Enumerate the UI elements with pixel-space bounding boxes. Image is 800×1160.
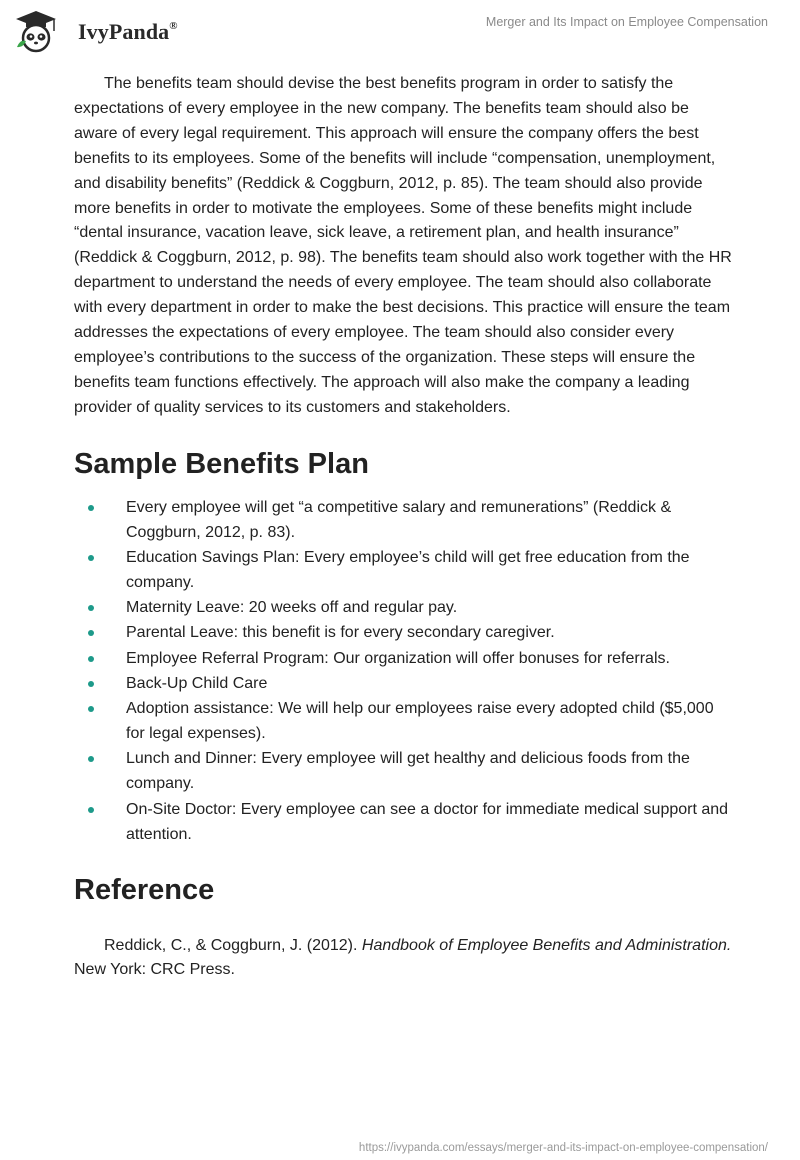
bullet-icon [88,555,94,561]
bullet-icon [88,630,94,636]
bullet-icon [88,756,94,762]
benefits-list [74,496,734,848]
bullet-icon [88,605,94,611]
footer-url[interactable]: https://ivypanda.com/essays/merger-and-its-impact-on-employee-compensation/ [358,1142,768,1154]
list-item: On-Site Doctor: Every employee can see a doctor for immediate medical support and attention. [74,798,734,848]
reference-authors: Reddick, C., & Coggburn, J. (2012). [104,936,358,954]
list-item: Parental Leave: this benefit is for every secondary caregiver. [74,621,734,646]
list-item: Back-Up Child Care [74,672,734,697]
reference-title: Handbook of Employee Benefits and Administration. [361,936,732,954]
list-item: Adoption assistance: We will help our employees raise every adopted child ($5,000 for legal expenses). [74,697,734,747]
list-item: Employee Referral Program: Our organization will offer bonuses for referrals. [74,647,734,672]
essay-content [74,72,734,983]
bullet-icon [88,706,94,712]
list-item: Education Savings Plan: Every employee’s child will get free education from the company. [74,546,734,596]
bullet-icon [88,807,94,813]
bullet-icon [88,505,94,511]
bullet-icon [88,681,94,687]
reference-entry [74,934,734,984]
list-item: Maternity Leave: 20 weeks off and regular pay. [74,596,734,621]
brand-name[interactable]: IvyPanda® [78,19,178,44]
document-title: Merger and Its Impact on Employee Compensation [485,15,768,29]
list-item: Every employee will get “a competitive salary and remunerations” (Reddick & Coggburn, 2012, p. 83). [74,496,734,546]
reference-heading: Reference [74,873,215,906]
body-paragraph: The benefits team should devise the best benefits program in order to satisfy the expectations of every employee in the new company. The benefits team should also be aware of every legal requirement. This approach will ensure the company offers the best benefits to its employees. Some of the benefits will include “compensation, unemployment, and disability benefits” (Reddick & Coggburn, 2012, p. 85). The team should also provide more benefits in order to motivate the employees. Some of these benefits might include “dental insurance, vacation leave, sick leave, a retirement plan, and health insurance” (Reddick & Coggburn, 2012, p. 98). The benefits team should also work together with the HR department to understand the needs of every employee. The team should also collaborate with every department in order to make the best decisions. This practice will ensure the team addresses the expectations of every employee. The team should also consider every employee’s contributions to the success of the organization. These steps will ensure the benefits team functions effectively. The approach will also make the company a leading provider of quality services to its customers and stakeholders. [74,75,732,416]
ivypanda-panda-logo-icon[interactable] [14,9,58,53]
benefits-plan-heading: Sample Benefits Plan [74,447,369,480]
bullet-icon [88,656,94,662]
page-header [0,0,800,60]
list-item: Lunch and Dinner: Every employee will get healthy and delicious foods from the company. [74,747,734,797]
reference-publisher: New York: CRC Press. [74,961,235,979]
